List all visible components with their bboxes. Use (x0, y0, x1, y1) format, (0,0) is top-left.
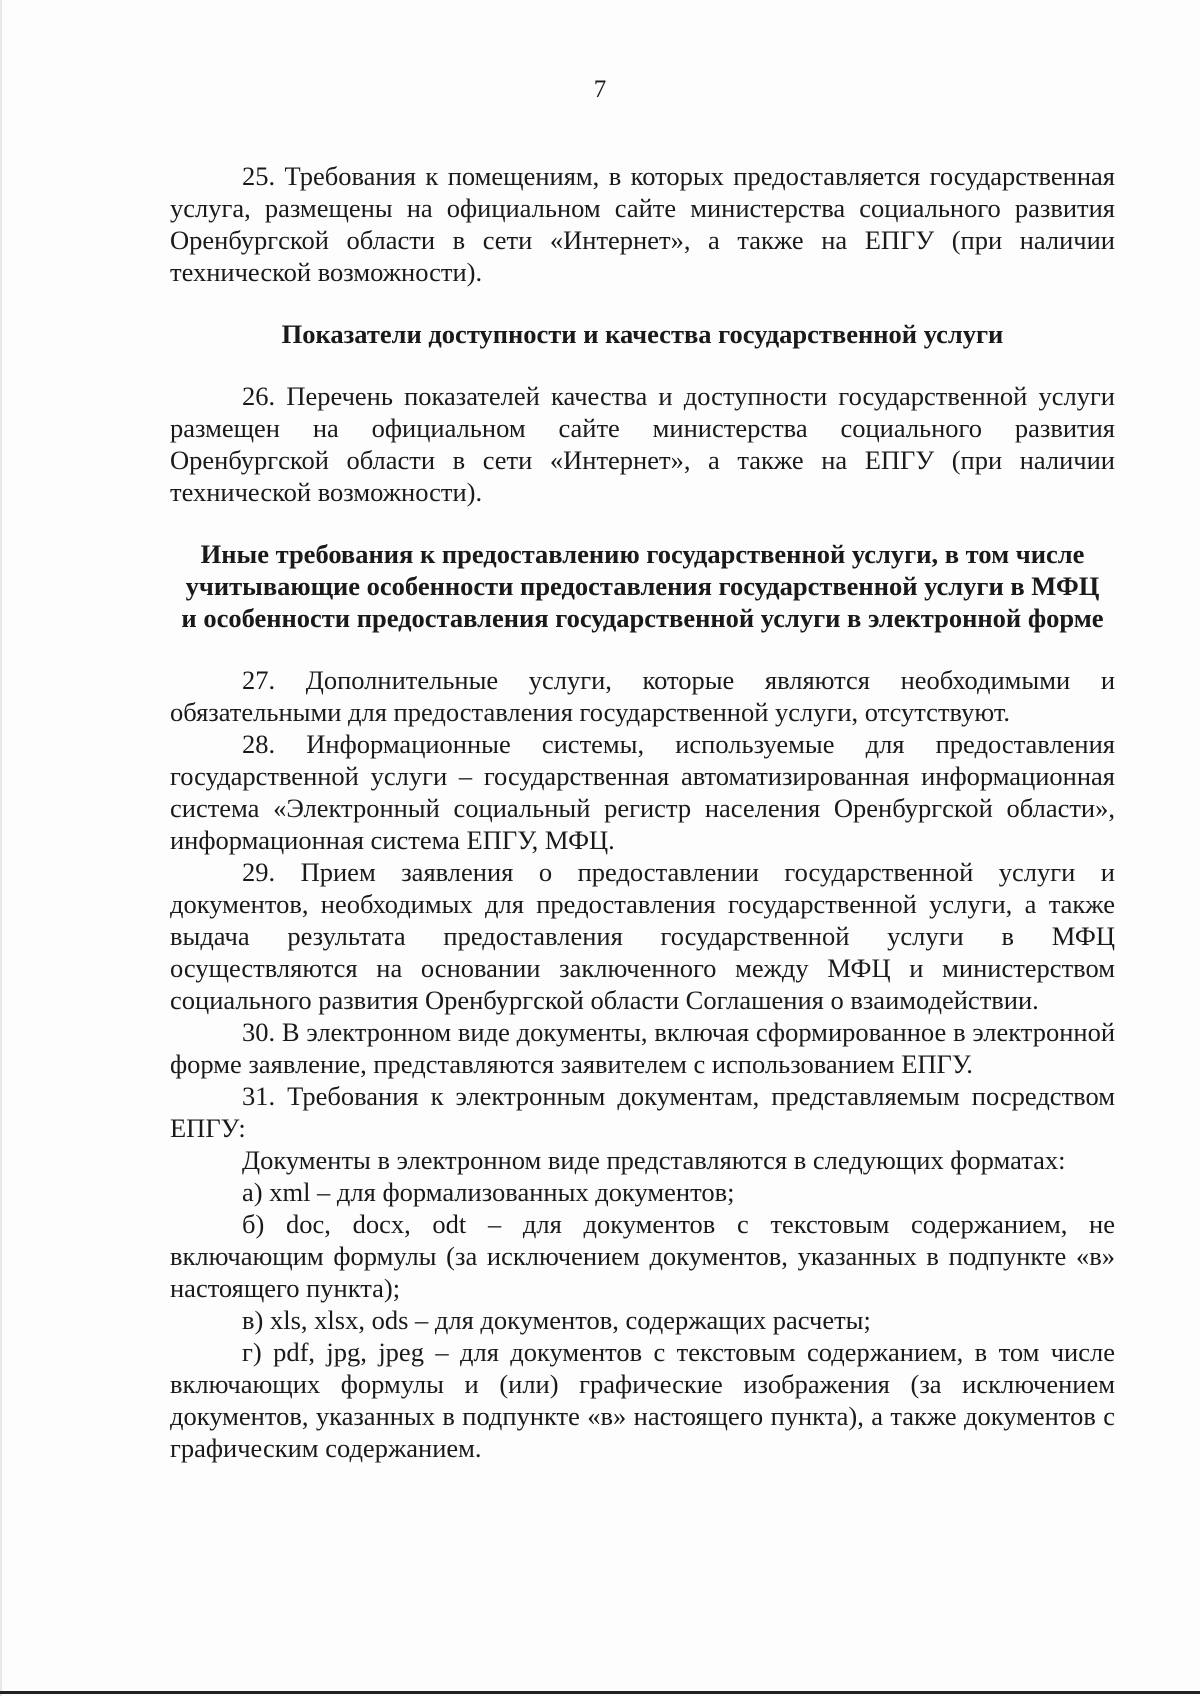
list-item-a: а) xml – для формализованных документов; (242, 1177, 735, 1207)
paragraph-31: 31. Требования к электронным документам, представляемым посредством ЕПГУ: (170, 1081, 1115, 1143)
paragraph-27: 27. Дополнительные услуги, которые являются необходимыми и обязательными для предоставления государственной услуги, отсутствуют. (170, 665, 1115, 727)
section-heading-accessibility: Показатели доступности и качества государственной услуги (281, 319, 1004, 349)
document-body (170, 160, 1115, 1464)
list-item-v: в) xls, xlsx, ods – для документов, содержащих расчеты; (242, 1305, 871, 1335)
spacer (170, 508, 1115, 538)
scan-bottom-edge (0, 1691, 1200, 1694)
spacer (170, 288, 1115, 318)
paragraph-30: 30. В электронном виде документы, включая сформированное в электронной форме заявление, представляются заявителем с использованием ЕПГУ. (170, 1017, 1115, 1079)
page-number: 7 (593, 76, 607, 103)
paragraph-28: 28. Информационные системы, используемые для предоставления государственной услуги – государственная автоматизированная информационная система «Электронный социальный регистр населения Оренбургской области», информационная система ЕПГУ, МФЦ. (170, 729, 1115, 855)
scan-edge (0, 0, 2, 1696)
paragraph-31-intro: Документы в электронном виде представляются в следующих форматах: (242, 1145, 1066, 1175)
paragraph-26: 26. Перечень показателей качества и доступности государственной услуги размещен на официальном сайте министерства социального развития Оренбургской области в сети «Интернет», а также на ЕПГУ (при наличии технической возможности). (170, 381, 1115, 507)
list-item-g: г) pdf, jpg, jpeg – для документов с текстовым содержанием, в том числе включающих формулы и (или) графические изображения (за исключением документов, указанных в подпункте «в» настоящего пункта), а также документов с графическим содержанием. (170, 1337, 1115, 1463)
spacer (170, 350, 1115, 380)
spacer (170, 634, 1115, 664)
section-heading-other-requirements: Иные требования к предоставлению государственной услуги, в том числе учитывающие особенности предоставления государственной услуги в МФЦ и особенности предоставления государственной услуги в электронной форме (181, 539, 1104, 633)
list-item-b: б) doc, docx, odt – для документов с текстовым содержанием, не включающим формулы (за исключением документов, указанных в подпункте «в» настоящего пункта); (170, 1209, 1115, 1303)
paragraph-29: 29. Прием заявления о предоставлении государственной услуги и документов, необходимых для предоставления государственной услуги, а также выдача результата предоставления государственной услуги в МФЦ осуществляются на основании заключенного между МФЦ и министерством социального развития Оренбургской области Соглашения о взаимодействии. (170, 857, 1115, 1015)
paragraph-25: 25. Требования к помещениям, в которых предоставляется государственная услуга, размещены на официальном сайте министерства социального развития Оренбургской области в сети «Интернет», а также на ЕПГУ (при наличии технической возможности). (170, 161, 1115, 287)
